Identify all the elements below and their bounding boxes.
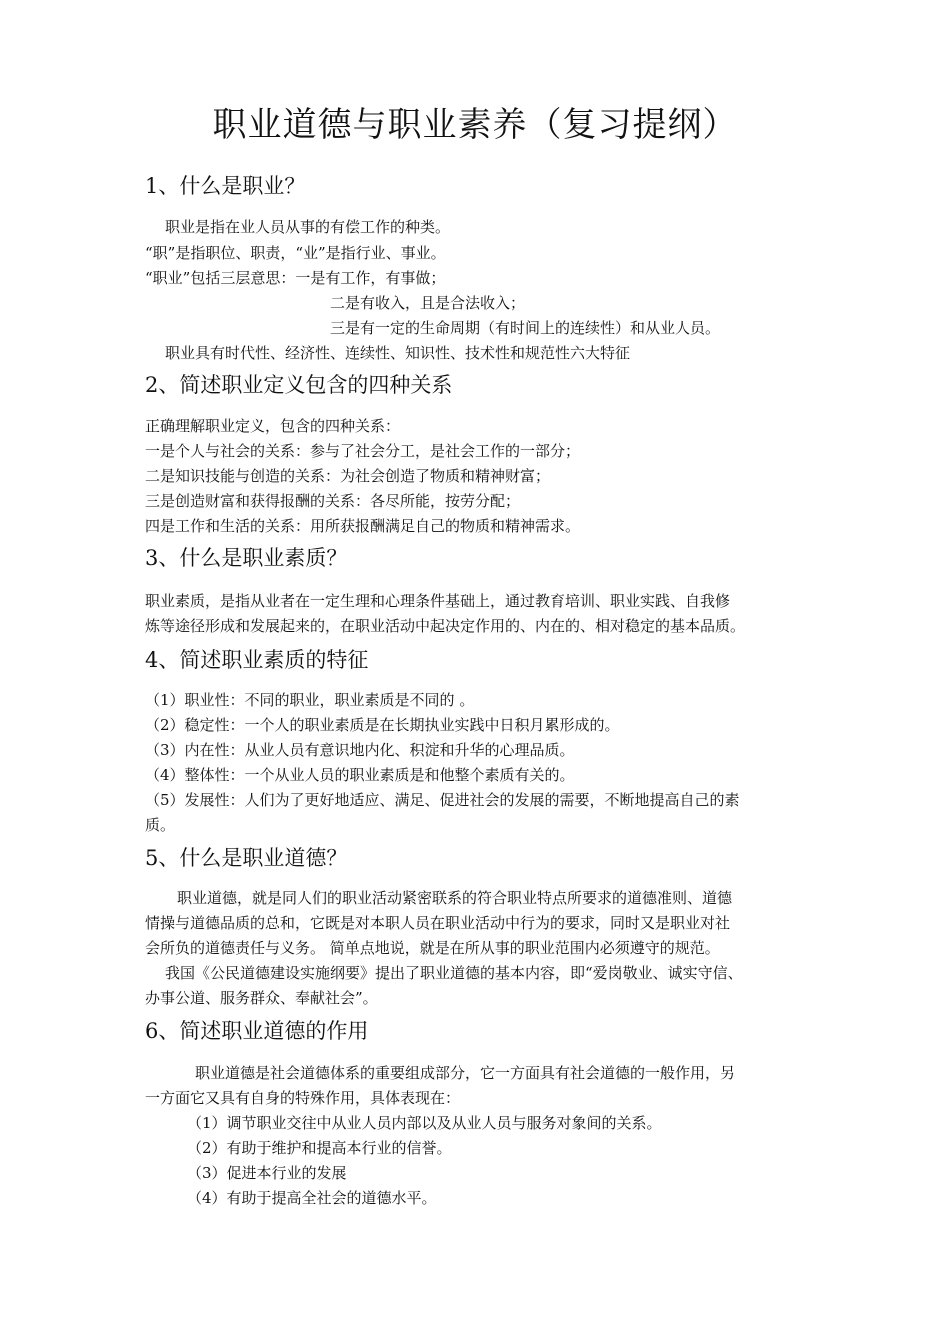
paragraph-line: “职”是指职位、职责，“业”是指行业、事业。 — [145, 244, 446, 262]
paragraph-line: 正确理解职业定义，包含的四种关系： — [145, 417, 401, 435]
document-title: 职业道德与职业素养（复习提纲） — [212, 105, 738, 145]
paragraph-line: 炼等途径形成和发展起来的，在职业活动中起决定作用的、内在的、相对稳定的基本品质。 — [145, 617, 746, 635]
paragraph-line: 三是有一定的生命周期（有时间上的连续性）和从业人员。 — [330, 319, 721, 337]
section-heading-3: 3、什么是职业素质？ — [145, 546, 348, 570]
paragraph-line: 职业道德，就是同人们的职业活动紧密联系的符合职业特点所要求的道德准则、道德 — [177, 889, 733, 907]
section-heading-1: 1、什么是职业？ — [145, 174, 306, 198]
paragraph-line: 二是知识技能与创造的关系：为社会创造了物质和精神财富； — [145, 467, 551, 485]
section-heading-4: 4、简述职业素质的特征 — [145, 648, 369, 672]
paragraph-line: 一方面它又具有自身的特殊作用，具体表现在： — [145, 1089, 461, 1107]
paragraph-line: 我国《公民道德建设实施纲要》提出了职业道德的基本内容，即“爱岗敬业、诚实守信、 — [165, 964, 743, 982]
list-item: （3）内在性：从业人员有意识地内化、积淀和升华的心理品质。 — [145, 741, 575, 759]
paragraph-line: 职业是指在业人员从事的有偿工作的种类。 — [165, 218, 451, 236]
paragraph-line: 职业具有时代性、经济性、连续性、知识性、技术性和规范性六大特征 — [165, 344, 631, 362]
list-item: （1）职业性：不同的职业，职业素质是不同的 。 — [145, 691, 475, 709]
paragraph-line: “职业”包括三层意思：一是有工作，有事做； — [145, 269, 446, 287]
paragraph-line: 情操与道德品质的总和，它既是对本职人员在职业活动中行为的要求，同时又是职业对社 — [145, 914, 731, 932]
list-item: （1）调节职业交往中从业人员内部以及从业人员与服务对象间的关系。 — [187, 1114, 662, 1132]
paragraph-line: 四是工作和生活的关系：用所获报酬满足自己的物质和精神需求。 — [145, 517, 581, 535]
list-item: （5）发展性：人们为了更好地适应、满足、促进社会的发展的需要，不断地提高自己的素 — [145, 791, 740, 809]
section-heading-2: 2、简述职业定义包含的四种关系 — [145, 373, 453, 397]
list-item: （4）有助于提高全社会的道德水平。 — [187, 1189, 437, 1207]
paragraph-line: 三是创造财富和获得报酬的关系：各尽所能，按劳分配； — [145, 492, 521, 510]
list-item: （2）有助于维护和提高本行业的信誉。 — [187, 1139, 452, 1157]
paragraph-line: 职业素质，是指从业者在一定生理和心理条件基础上，通过教育培训、职业实践、自我修 — [145, 592, 731, 610]
list-item: 质。 — [145, 816, 176, 834]
list-item: （3）促进本行业的发展 — [187, 1164, 347, 1182]
section-heading-6: 6、简述职业道德的作用 — [145, 1019, 369, 1043]
paragraph-line: 职业道德是社会道德体系的重要组成部分，它一方面具有社会道德的一般作用，另 — [195, 1064, 736, 1082]
paragraph-line: 二是有收入，且是合法收入； — [330, 294, 526, 312]
paragraph-line: 会所负的道德责任与义务。 简单点地说，就是在所从事的职业范围内必须遵守的规范。 — [145, 939, 720, 957]
section-heading-5: 5、什么是职业道德？ — [145, 846, 348, 870]
paragraph-line: 一是个人与社会的关系：参与了社会分工，是社会工作的一部分； — [145, 442, 581, 460]
list-item: （4）整体性：一个从业人员的职业素质是和他整个素质有关的。 — [145, 766, 575, 784]
list-item: （2）稳定性：一个人的职业素质是在长期执业实践中日积月累形成的。 — [145, 716, 620, 734]
paragraph-line: 办事公道、服务群众、奉献社会”。 — [145, 989, 378, 1007]
